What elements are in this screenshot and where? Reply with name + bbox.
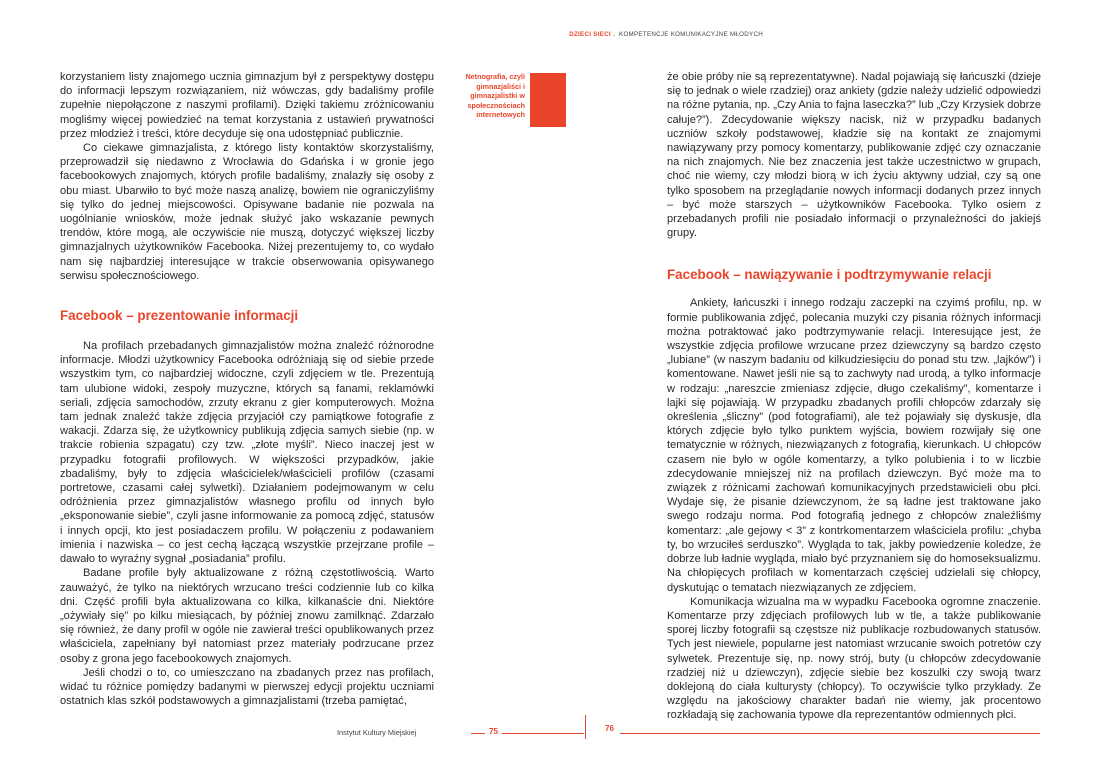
paragraph: Komunikacja wizualna ma w wypadku Facebooka ogromne znaczenie. Komentarze przy zdjęciach profilowych lub w tle, a także publikowanie sporej liczby fotografii są częstsze niż publikacje rozbudowanych statusów. Tych jest niewiele, popularne jest natomiast wrzucanie swoich potretów czy sylwetek. Prezentuje się, np. nowy strój, buty (u chłopców zdecydowanie rzadziej niż u dziewczyn), zdjęcie siebie bez koszulki czy swoją twarz doklejoną do ciała kulturysty (chłopcy). To oczywiście tylko przykłady. Ze względu na jakościowy charakter badań nie wiemy, jak procentowo rozkładają się zachowania typowe dla reprezentantów odmiennych płci. — [667, 595, 1041, 722]
page-number-left: 75 — [489, 727, 498, 736]
section-heading: Facebook – prezentowanie informacji — [60, 308, 299, 324]
footer-institution: Instytut Kultury Miejskiej — [337, 728, 417, 737]
page-number-right: 76 — [605, 724, 614, 733]
footer-rule — [620, 733, 1040, 734]
right-page — [550, 0, 1100, 783]
page-number-tick — [585, 715, 586, 739]
footer-rule — [471, 733, 485, 734]
paragraph: Na profilach przebadanych gimnazjalistów można znaleźć różnorodne informacje. Młodzi użytkownicy Facebooka odróżniają się od siebie przede wszystkim tym, co najbardziej widoczne, czyli zdjęciem w tle. Prezentują tam ulubione widoki, zespoły muzyczne, których są fanami, reklamówki seriali, zdjęcia samochodów, zrzuty ekranu z gier komputerowych. Można tam jednak znaleźć także zdjęcia przyjaciół czy pamiątkowe fotografie z wakacji. Zdarza się, że użytkownicy publikują zdjęcia samych siebie (np. w trakcie robienia szpagatu) czy tzw. „złote myśli”. Nieco inaczej jest w przypadku fotografii profilowych. W większości przypadków, jakie zbadaliśmy, były to zdjęcia właścicielek/właścicieli profilów (czasami portretowe, czasami całej sylwetki). Działaniem podejmowanym w celu odróżnienia przez gimnazjalistów własnego profilu od innych było „eksponowanie siebie”, czyli jasne informowanie za pomocą zdjęć, statusów i innych opcji, kto jest posiadaczem profilu. W połączeniu z podawaniem imienia i nazwiska – co jest cechą łączącą wszystkie przejrzane profile – dawało to wyraźny sygnał „posiadania” profilu. — [60, 340, 434, 566]
running-header — [569, 31, 763, 38]
paragraph: Ankiety, łańcuszki i innego rodzaju zaczepki na czyimś profilu, np. w formie publikowania zdjęć, polecania muzyki czy pisania różnych informacji można potraktować jako podtrzymywanie relacji. Interesujące jest, że wszystkie zdjęcia profilowe wrzucane przez dziewczyny są bardzo często „lubiane” (w naszym badaniu od kilkudziesięciu do ponad stu tzw. „lajków”) i komentowane. Nawet jeśli nie są to zachwyty nad urodą, a tylko informacje w rodzaju: „nareszcie zmieniasz zdjęcie, długo czekaliśmy”, komentarze i lajki się pojawiają. W przypadku zbadanych profili chłopców zdarzały się określenia „śliczny” (pod fotografiami), ale też pojawiały się dyskusje, dla których zdjęcie było tylko punktem wyjścia, bowiem rozwijały się one tematycznie w różnych, niezwiązanych z fotografią, kierunkach. U chłopców czasem nie było w ogóle komentarzy, a tylko polubienia i to w liczbie zdecydowanie mniejszej niż na profilach dziewczyn. Być może ma to związek z różnicami zachowań komunikacyjnych przedstawicieli obu płci. Wydaje się, że pisanie dziewczynom, że są ładne jest traktowane jako swego rodzaju norma. Pod fotografią jednego z chłopców znaleźliśmy komentarz: „ale gejowy < 3” z kontrkomentarzem właściciela profilu: „chyba ty, bo wrzuciłeś serduszko”. Wygląda to tak, jakby powiedzenie koledze, że dobrze lub ładnie wygląda, miało być przyznaniem się do homoseksualizmu. Na chłopięcych profilach w komentarzach częściej udzielali się chłopcy, dyskutując o tematach niezwiązanych ze zdjęciem. — [667, 297, 1041, 594]
footer-rule — [550, 733, 584, 734]
paragraph: że obie próby nie są reprezentatywne). Nadal pojawiają się łańcuszki (dzieje się to jednak o wiele rzadziej) oraz ankiety (gdzie należy udzielić odpowiedzi na różne pytania, np. „Czy Ania to fajna laseczka?” lub „Czy Krzysiek dobrze całuje?”). Zdecydowanie większy nacisk, niż w przypadku badanych uczniów szkoły podstawowej, kładzie się na kontakt ze znajomymi nawiązywany przy pomocy komentarzy, publikowanie zdjęć czy oznaczanie na nich znajomych. Nie bez znaczenia jest także uczestnictwo w grupach, choć nie wiemy, czy młodzi biorą w ich życiu aktywny udział, czy są one tylko sposobem na przeglądanie nowych informacji dodanych przez innych – być może starszych – użytkowników Facebooka. Tylko osiem z przebadanych profili nie posiadało informacji o przynależności do jakiejś grupy. — [667, 71, 1041, 240]
paragraph: korzystaniem listy znajomego ucznia gimnazjum był z perspektywy dostępu do informacji lepszym rozwiązaniem, niż wówczas, gdy badaliśmy profile zupełnie niepołączone z naszymi profilami). Dzięki takiemu zróżnicowaniu mogliśmy więcej powiedzieć na temat korzystania z ustawień prywatności przez młodzież i treści, które decyduje się ona udostępniać publicznie. — [60, 71, 434, 140]
chapter-sidenote: Netnografia, czyli gimnazjaliści i gimnazjalistki w społecznościach internetowych — [465, 72, 525, 120]
paragraph: Badane profile były aktualizowane z różną częstotliwością. Warto zauważyć, że tylko na niektórych wrzucano treści codziennie lub co kilka dni. Część profili była aktualizowana co kilka, kilkanaście dni. Niektóre „ożywiały się” po kilku miesiącach, by później znowu zamilknąć. Zdarzało się również, że dany profil w ogóle nie zawierał treści opublikowanych przez właściciela, zapełniany był natomiast przez materiały podrzucane przez osoby z grona jego facebookowych znajomych. — [60, 567, 434, 665]
paragraph: Jeśli chodzi o to, co umieszczano na zbadanych przez nas profilach, widać tu różnice pomiędzy badanymi w pierwszej edycji projektu uczniami ostatnich klas szkół podstawowych a gimnazjalistami (trzeba pamiętać, — [60, 666, 434, 708]
right-text-column — [667, 70, 1041, 723]
footer-rule — [502, 733, 550, 734]
series-separator: . — [612, 31, 615, 38]
book-title: KOMPETENCJE KOMUNIKACYJNE MŁODYCH — [619, 31, 763, 38]
section-heading: Facebook – nawiązywanie i podtrzymywanie relacji — [667, 267, 992, 283]
left-text-column — [60, 70, 434, 708]
series-name: DZIECI SIECI — [569, 31, 611, 38]
paragraph: Co ciekawe gimnazjalista, z którego listy kontaktów skorzystaliśmy, przeprowadził się niedawno z Wrocławia do Gdańska i w gronie jego facebookowych znajomych, których profile badaliśmy, znalazły się osoby z obu miast. Ubarwiło to być może naszą analizę, bowiem nie ograniczyliśmy się tylko do jednej miejscowości. Opisywane badanie nie pozwala na uogólnianie wniosków, może jednak służyć jako wskazanie pewnych trendów, które mogą, ale oczywiście nie muszą, dotyczyć większej liczby gimnazjalnych użytkowników Facebooka. Niżej prezentujemy to, co wydało nam się najbardziej interesujące w trakcie obserwowania opisywanego serwisu społecznościowego. — [60, 142, 434, 282]
